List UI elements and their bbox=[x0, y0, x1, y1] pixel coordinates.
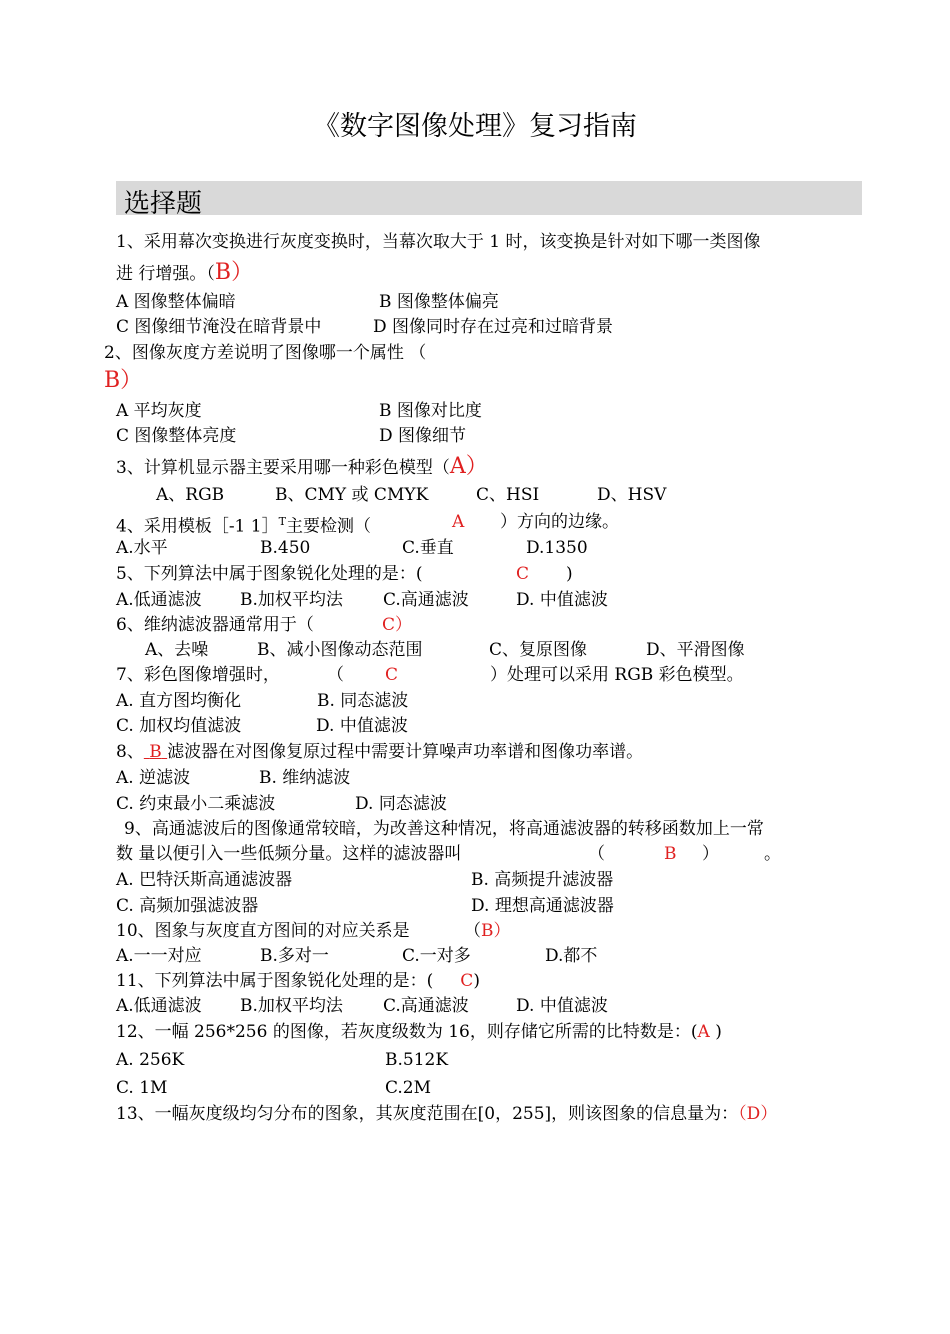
question-5-option-c: C.高通滤波 bbox=[383, 590, 469, 610]
question-6-stem: 6、维纳滤波器通常用于（ bbox=[116, 615, 314, 635]
question-6-option-c: C、复原图像 bbox=[489, 640, 588, 660]
question-5-close: ) bbox=[566, 564, 573, 584]
question-1-option-d: D 图像同时存在过亮和过暗背景 bbox=[373, 317, 614, 337]
question-9-stem: 9、高通滤波后的图像通常较暗，为改善这种情况，将高通滤波器的转移函数加上一常 bbox=[124, 819, 764, 839]
question-6-option-a: A、去噪 bbox=[145, 640, 209, 660]
question-11-option-a: A.低通滤波 bbox=[116, 996, 202, 1016]
question-9-answer: B bbox=[664, 844, 677, 864]
question-5-option-b: B.加权平均法 bbox=[240, 590, 343, 610]
question-10-option-d: D.都不 bbox=[545, 946, 598, 966]
question-6-option-d: D、平滑图像 bbox=[646, 640, 745, 660]
question-10-option-a: A.一一对应 bbox=[116, 946, 202, 966]
question-12-option-c: C. 1M bbox=[116, 1078, 168, 1098]
document-title: 《数字图像处理》复习指南 bbox=[313, 111, 637, 142]
question-1-stem: 1、采用幕次变换进行灰度变换时，当幕次取大于 1 时，该变换是针对如下哪一类图像 bbox=[116, 232, 761, 252]
question-2-option-b: B 图像对比度 bbox=[379, 401, 482, 421]
question-13-stem: 13、一幅灰度级均匀分布的图象，其灰度范围在[0，255]，则该图象的信息量为：（D） bbox=[116, 1104, 778, 1124]
question-7-option-d: D. 中值滤波 bbox=[316, 716, 408, 736]
question-11-option-c: C.高通滤波 bbox=[383, 996, 469, 1016]
question-4-option-d: D.1350 bbox=[526, 538, 588, 558]
question-4-stem: 4、采用模板［-1 1］$^T$主要检测（ bbox=[116, 515, 371, 537]
question-5-stem: 5、下列算法中属于图象锐化处理的是：( bbox=[116, 564, 423, 584]
question-10-answer-wrap: （B） bbox=[464, 921, 511, 941]
question-3-answer: A bbox=[449, 454, 466, 479]
question-10-stem: 10、图象与灰度直方图间的对应关系是 bbox=[116, 921, 410, 941]
section-title: 选择题 bbox=[124, 189, 203, 219]
question-1-option-c: C 图像细节淹没在暗背景中 bbox=[116, 317, 322, 337]
question-2-option-d: D 图像细节 bbox=[379, 426, 467, 446]
question-4-option-a: A.水平 bbox=[116, 538, 168, 558]
question-11-answer: C bbox=[460, 971, 474, 991]
question-6-answer: C bbox=[382, 615, 396, 635]
question-7-stem-end: ）处理可以采用 RGB 彩色模型。 bbox=[490, 665, 744, 685]
question-2-option-c: C 图像整体亮度 bbox=[116, 426, 237, 446]
question-8-option-c: C. 约束最小二乘滤波 bbox=[116, 794, 276, 814]
question-6-option-b: B、减小图像动态范围 bbox=[257, 640, 423, 660]
question-1-answer: B bbox=[214, 260, 232, 285]
question-2-answer: B bbox=[104, 368, 121, 393]
question-7-option-c: C. 加权均值滤波 bbox=[116, 716, 242, 736]
question-10-option-c: C.一对多 bbox=[402, 946, 471, 966]
question-5-answer: C bbox=[516, 564, 530, 584]
question-8-option-b: B. 维纳滤波 bbox=[259, 768, 351, 788]
question-5-option-a: A.低通滤波 bbox=[116, 590, 202, 610]
question-12-answer: A bbox=[697, 1022, 710, 1042]
question-8-stem: 8、 B 滤波器在对图像复原过程中需要计算噪声功率谱和图像功率谱。 bbox=[116, 742, 644, 762]
question-1-stem-cont: 进 行增强。（B） bbox=[116, 260, 254, 285]
question-3-option-d: D、HSV bbox=[597, 485, 667, 505]
question-2-stem: 2、图像灰度方差说明了图像哪一个属性 （ bbox=[104, 343, 427, 363]
question-9-option-d: D. 理想高通滤波器 bbox=[471, 896, 614, 916]
question-11-stem: 11、下列算法中属于图象锐化处理的是：( C) bbox=[116, 971, 480, 991]
question-13-answer: D bbox=[746, 1104, 761, 1124]
question-7-option-b: B. 同态滤波 bbox=[317, 691, 409, 711]
question-2-answer-line: B） bbox=[104, 368, 143, 393]
question-9-option-a: A. 巴特沃斯高通滤波器 bbox=[116, 870, 293, 890]
question-9-stem-cont: 数 量以便引入一些低频分量。这样的滤波器叫 bbox=[116, 844, 462, 864]
question-8-option-d: D. 同态滤波 bbox=[355, 794, 447, 814]
question-4-option-b: B.450 bbox=[260, 538, 311, 558]
question-7-option-a: A. 直方图均衡化 bbox=[116, 691, 242, 711]
question-12-option-b: B.512K bbox=[385, 1050, 449, 1070]
question-11-option-d: D. 中值滤波 bbox=[516, 996, 608, 1016]
question-6-answer-wrap: C） bbox=[382, 615, 413, 635]
question-3-option-c: C、HSI bbox=[476, 485, 540, 505]
question-12-option-d: C.2M bbox=[385, 1078, 432, 1098]
question-12-stem: 12、一幅 256*256 的图像，若灰度级数为 16，则存储它所需的比特数是：(A ) bbox=[116, 1022, 722, 1042]
question-4-option-c: C.垂直 bbox=[402, 538, 454, 558]
question-8-option-a: A. 逆滤波 bbox=[116, 768, 191, 788]
question-9-option-b: B. 高频提升滤波器 bbox=[471, 870, 614, 890]
question-10-option-b: B.多对一 bbox=[260, 946, 329, 966]
section-header bbox=[116, 181, 862, 219]
question-12-option-a: A. 256K bbox=[116, 1050, 185, 1070]
question-7-answer: C bbox=[385, 665, 399, 685]
question-4-stem-end: ）方向的边缘。 bbox=[500, 512, 619, 532]
question-9-open: （ bbox=[588, 844, 605, 864]
question-9-end: 。 bbox=[764, 844, 781, 864]
question-3-option-a: A、RGB bbox=[156, 485, 225, 505]
question-2-option-a: A 平均灰度 bbox=[116, 401, 202, 421]
question-10-answer: B bbox=[481, 921, 494, 941]
question-4-answer: A bbox=[452, 512, 465, 532]
question-11-option-b: B.加权平均法 bbox=[240, 996, 343, 1016]
question-1-option-b: B 图像整体偏亮 bbox=[379, 292, 499, 312]
question-7-stem: 7、彩色图像增强时， bbox=[116, 665, 280, 685]
question-3-stem: 3、计算机显示器主要采用哪一种彩色模型（A） bbox=[116, 454, 488, 479]
question-1-option-a: A 图像整体偏暗 bbox=[116, 292, 236, 312]
question-5-option-d: D. 中值滤波 bbox=[516, 590, 608, 610]
question-8-answer: B bbox=[149, 742, 162, 762]
question-7-open: （ bbox=[327, 665, 344, 685]
question-3-option-b: B、CMY 或 CMYK bbox=[275, 485, 429, 505]
question-9-close: ） bbox=[702, 844, 719, 864]
question-9-option-c: C. 高频加强滤波器 bbox=[116, 896, 259, 916]
